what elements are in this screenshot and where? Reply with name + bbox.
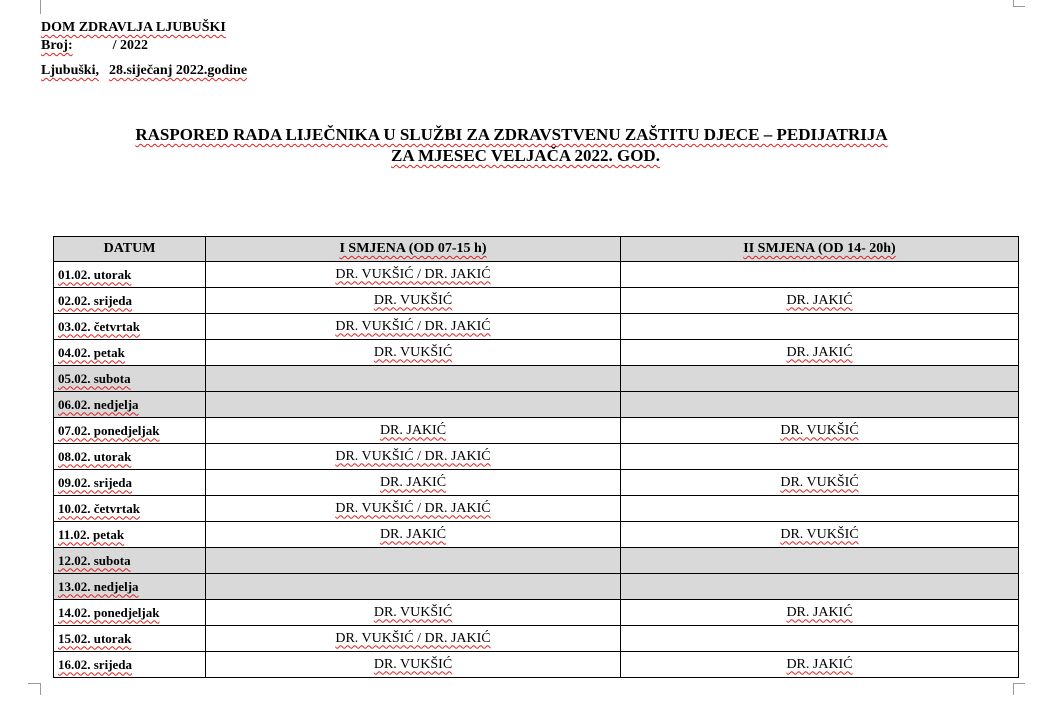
- cell-shift-1: [206, 496, 621, 522]
- cell-date-text: 05.02. subota: [58, 370, 131, 386]
- table-row: [54, 392, 1019, 418]
- cell-shift-2: [621, 418, 1019, 444]
- cell-shift-1-text: DR. VUKŠIĆ: [373, 604, 453, 620]
- cell-shift-1: [206, 288, 621, 314]
- table-row: [54, 314, 1019, 340]
- table-row: [54, 652, 1019, 678]
- cell-shift-1: [206, 418, 621, 444]
- cell-date-text: 08.02. utorak: [58, 448, 132, 464]
- cell-date-text: 09.02. srijeda: [58, 474, 133, 490]
- cell-date: [54, 314, 206, 340]
- document-number: [41, 38, 148, 54]
- place-and-date: [41, 63, 247, 79]
- cell-date-text: 06.02. nedjelja: [58, 396, 139, 412]
- cell-shift-1-text: DR. JAKIĆ: [379, 422, 447, 438]
- cell-shift-2: [621, 522, 1019, 548]
- table-row: [54, 548, 1019, 574]
- cell-date: [54, 392, 206, 418]
- cell-date-text: 10.02. četvrtak: [58, 500, 140, 516]
- cell-shift-2-text: DR. VUKŠIĆ: [780, 422, 859, 438]
- cell-shift-2: [621, 314, 1019, 340]
- table-row: [54, 522, 1019, 548]
- cell-date: [54, 600, 206, 626]
- document-title-line-1: [0, 125, 1037, 145]
- cell-shift-1: [206, 522, 621, 548]
- cell-shift-2: [621, 496, 1019, 522]
- page-corner-mark: [28, 683, 40, 684]
- page-corner-mark: [1013, 6, 1025, 7]
- cell-date-text: 14.02. ponedjeljak: [58, 604, 160, 620]
- cell-shift-1-text: DR. VUKŠIĆ / DR. JAKIĆ: [335, 630, 491, 646]
- table-row: [54, 496, 1019, 522]
- cell-shift-1: [206, 626, 621, 652]
- cell-date-text: 02.02. srijeda: [58, 292, 133, 308]
- cell-shift-1: [206, 470, 621, 496]
- document-title-line-2-text: ZA MJESEC VELJAČA 2022. GOD.: [391, 146, 660, 165]
- date-text: 28.siječanj 2022.godine: [108, 63, 248, 78]
- table-row: [54, 574, 1019, 600]
- cell-date: [54, 652, 206, 678]
- page-corner-mark: [1013, 683, 1014, 695]
- table-row: [54, 470, 1019, 496]
- cell-shift-1-text: DR. VUKŠIĆ: [373, 344, 453, 360]
- cell-shift-2: [621, 600, 1019, 626]
- column-header-shift-2-text: II SMJENA (OD 14- 20h): [743, 241, 896, 256]
- cell-shift-1-text: DR. VUKŠIĆ / DR. JAKIĆ: [335, 266, 491, 282]
- column-header-shift-1-text: I SMJENA (OD 07-15 h): [339, 241, 487, 256]
- cell-date: [54, 262, 206, 288]
- cell-shift-2: [621, 340, 1019, 366]
- cell-shift-1-text: DR. VUKŠIĆ: [373, 656, 453, 672]
- cell-date: [54, 340, 206, 366]
- cell-shift-2: [621, 548, 1019, 574]
- document-title-line-2: [0, 146, 1051, 166]
- cell-shift-1: [206, 392, 621, 418]
- cell-shift-1-text: DR. JAKIĆ: [379, 526, 447, 542]
- cell-shift-1: [206, 340, 621, 366]
- table-row: [54, 366, 1019, 392]
- place-text: Ljubuški,: [41, 63, 99, 78]
- cell-shift-1: [206, 444, 621, 470]
- cell-date: [54, 496, 206, 522]
- cell-date: [54, 470, 206, 496]
- document-number-value: / 2022: [112, 38, 149, 53]
- cell-shift-1: [206, 574, 621, 600]
- cell-date: [54, 444, 206, 470]
- cell-shift-2-text: DR. JAKIĆ: [786, 292, 853, 308]
- cell-shift-2: [621, 366, 1019, 392]
- table-row: [54, 600, 1019, 626]
- cell-shift-2-text: DR. JAKIĆ: [786, 604, 853, 620]
- table-row: [54, 444, 1019, 470]
- page-corner-mark: [40, 0, 41, 14]
- cell-shift-1: [206, 548, 621, 574]
- cell-date: [54, 574, 206, 600]
- cell-shift-2: [621, 626, 1019, 652]
- cell-date-text: 13.02. nedjelja: [58, 578, 139, 594]
- cell-shift-2-text: DR. JAKIĆ: [786, 656, 853, 672]
- cell-shift-1: [206, 652, 621, 678]
- document-number-label: Broj:: [41, 38, 73, 53]
- table-row: [54, 340, 1019, 366]
- column-header-shift-2: [621, 237, 1019, 262]
- organization-name: [41, 20, 226, 36]
- cell-shift-2: [621, 574, 1019, 600]
- organization-name-text: DOM ZDRAVLJA LJUBUŠKI: [41, 20, 226, 35]
- cell-shift-1: [206, 314, 621, 340]
- cell-shift-2: [621, 392, 1019, 418]
- cell-shift-2-text: DR. VUKŠIĆ: [780, 474, 859, 490]
- document-title-line-1-text: RASPORED RADA LIJEČNIKA U SLUŽBI ZA ZDRAVSTVENU ZAŠTITU DJECE – PEDIJATRIJA: [135, 125, 888, 144]
- cell-shift-1-text: DR. VUKŠIĆ / DR. JAKIĆ: [335, 500, 491, 516]
- cell-shift-2: [621, 652, 1019, 678]
- cell-shift-2: [621, 470, 1019, 496]
- cell-date-text: 04.02. petak: [58, 344, 125, 360]
- cell-date-text: 16.02. srijeda: [58, 656, 133, 672]
- cell-date: [54, 548, 206, 574]
- schedule-body: [54, 262, 1019, 678]
- cell-date: [54, 626, 206, 652]
- cell-shift-1: [206, 600, 621, 626]
- cell-date-text: 12.02. subota: [58, 552, 131, 568]
- cell-shift-1: [206, 262, 621, 288]
- cell-date-text: 15.02. utorak: [58, 630, 132, 646]
- cell-date-text: 11.02. petak: [58, 526, 125, 542]
- table-header-row: [54, 237, 1019, 262]
- cell-shift-1-text: DR. VUKŠIĆ / DR. JAKIĆ: [335, 318, 491, 334]
- cell-shift-1-text: DR. JAKIĆ: [379, 474, 447, 490]
- table-row: [54, 262, 1019, 288]
- column-header-shift-1: [206, 237, 621, 262]
- table-row: [54, 418, 1019, 444]
- cell-shift-2: [621, 444, 1019, 470]
- cell-date: [54, 522, 206, 548]
- cell-date-text: 07.02. ponedjeljak: [58, 422, 160, 438]
- cell-shift-1-text: DR. VUKŠIĆ / DR. JAKIĆ: [335, 448, 491, 464]
- cell-date-text: 03.02. četvrtak: [58, 318, 140, 334]
- cell-date: [54, 288, 206, 314]
- page-corner-mark: [40, 683, 41, 695]
- cell-shift-2-text: DR. JAKIĆ: [786, 344, 853, 360]
- cell-shift-1: [206, 366, 621, 392]
- table-row: [54, 626, 1019, 652]
- cell-shift-2: [621, 288, 1019, 314]
- cell-date-text: 01.02. utorak: [58, 266, 132, 282]
- cell-date: [54, 366, 206, 392]
- page-corner-mark: [1013, 683, 1025, 684]
- schedule-table: [53, 236, 1019, 678]
- table-row: [54, 288, 1019, 314]
- cell-date: [54, 418, 206, 444]
- cell-shift-2-text: DR. VUKŠIĆ: [780, 526, 859, 542]
- cell-shift-2: [621, 262, 1019, 288]
- column-header-date: DATUM: [54, 237, 206, 262]
- cell-shift-1-text: DR. VUKŠIĆ: [373, 292, 453, 308]
